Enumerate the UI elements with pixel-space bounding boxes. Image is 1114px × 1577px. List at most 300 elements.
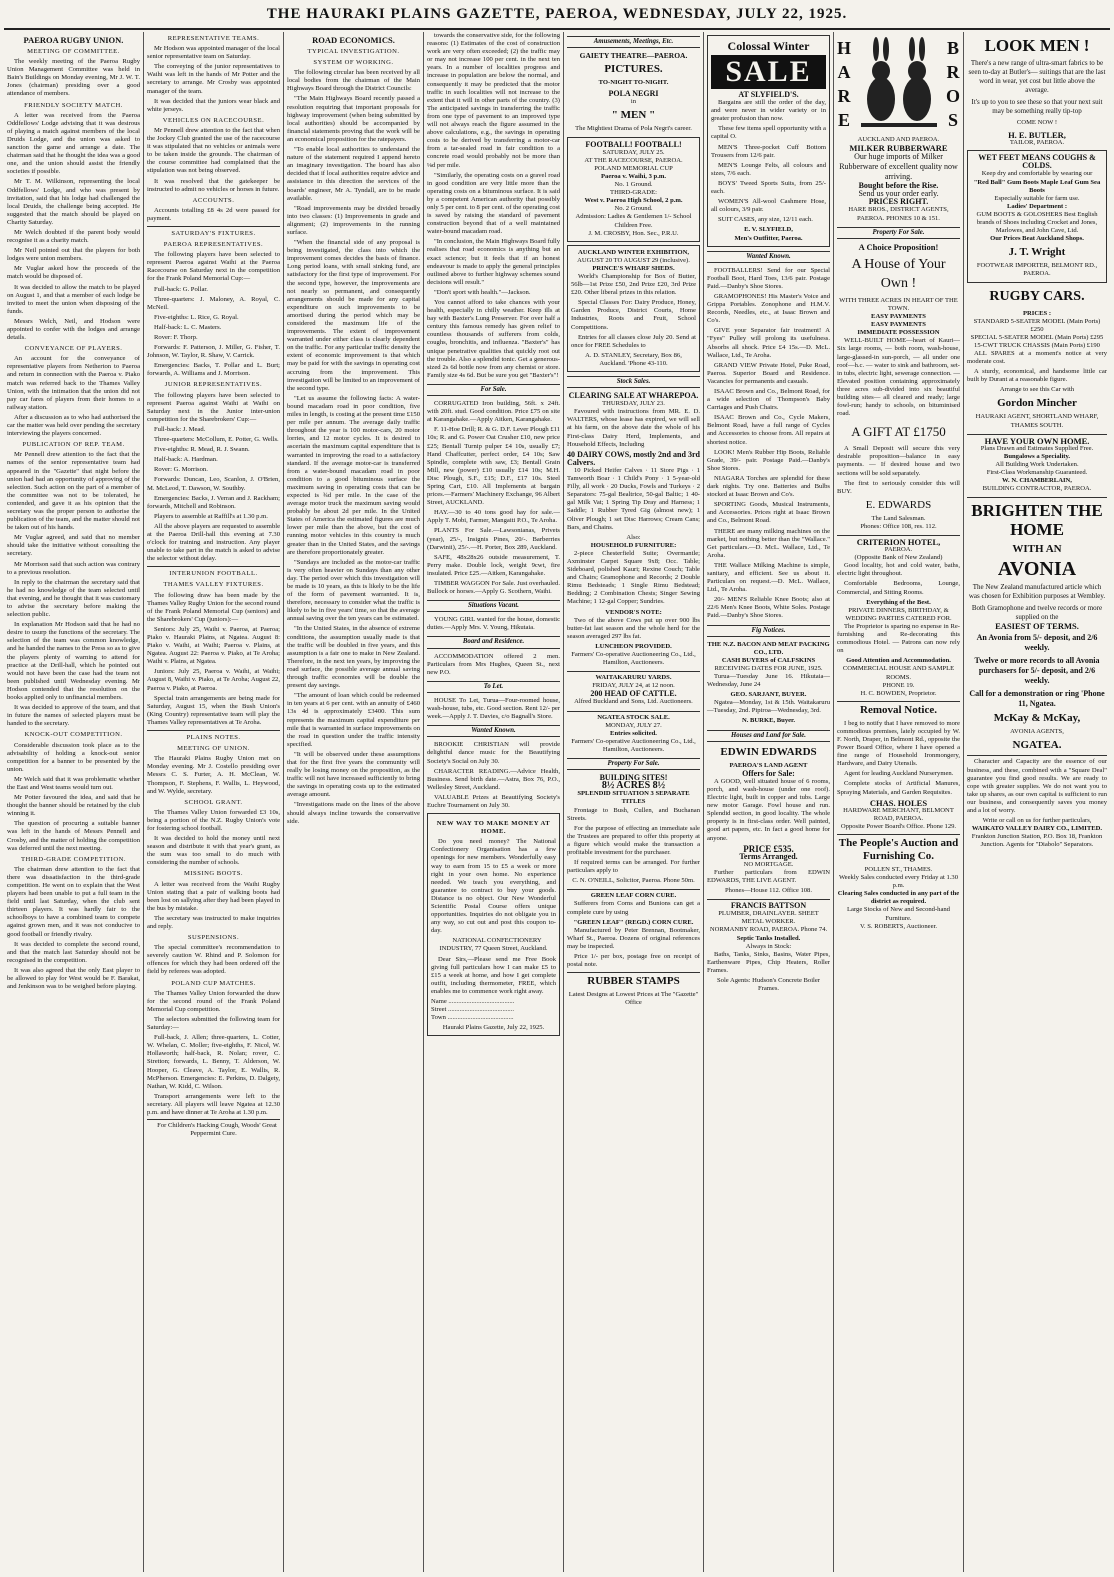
hare-sign: HARE BROS., DISTRICT AGENTS, PAEROA. PHONES 10 & 151. — [848, 206, 949, 222]
paragraph: Good locality, hot and cold water, baths, electric light throughout. — [837, 562, 960, 578]
yards-title: WAITAKARURU YARDS. — [567, 671, 700, 682]
wright-sub: FOOTWEAR IMPORTER, BELMONT RD., PAEROA. — [976, 262, 1098, 278]
coupon-street-label: Street — [431, 1006, 447, 1014]
classified-section-head: Wanted Known. — [427, 725, 560, 737]
edwards-price: PRICE £535. — [743, 843, 794, 854]
avonia-name: AVONIA — [997, 558, 1077, 581]
bacon-co-dates: RECEIVING DATES FOR JUNE, 1925. — [714, 664, 823, 672]
paragraph: The following players have been selected to represent Paeroa against Waihi at Waihi on Saturday next in the Junior inter-union competition for the Sharebrokers' Cup:— — [147, 391, 280, 423]
article-subhead: TYPICAL INVESTIGATION. — [307, 48, 400, 55]
paragraph: You cannot afford to take chances with your health, especially in chilly weather. Keep ills at bay with Baxter's Lung Preserver. For over half a century this famous remedy has given relief to countless thousands of sufferers from colds, coughs, bronchitis, and influenza. "Baxter's" has unique penetrative qualities that quickly root out the trouble. Also a splendid tonic. Get a generous-sized 2s 6d bottle now from any chemist or store. Family size 4s 6d. But be sure you get "Baxter's"! — [427, 299, 560, 379]
auction-text: Weekly Sales conducted every Friday at 1.30 p.m. — [838, 874, 959, 890]
exhibition-place: PRINCE'S WHARF SHEDS. — [592, 264, 675, 272]
sale-top: Colossal Winter — [727, 39, 810, 53]
classified-ad: HAY.—30 to 40 tons good hay for sale.—Apply T. Mobi, Farmer, Mangaiti P.O., Te Aroha. — [427, 509, 560, 525]
classified-ad: GRAND VIEW Private Hotel, Puke Road, Paeroa. Superior Board and Residence. Vacancies for permanents and casuals. — [707, 361, 830, 385]
yards-auctioneer: Alfred Buckland and Sons, Ltd. Auctioneers. — [574, 698, 693, 706]
logo-letter: H — [837, 38, 852, 58]
edwards-offers: Offers for Sale: — [742, 768, 795, 778]
coupon-name-label: Name — [431, 998, 447, 1006]
coupon-footer: Hauraki Plains Gazette, July 22, 1925. — [442, 1024, 545, 1032]
criterion-rooms: COMMERCIAL HOUSE AND SAMPLE ROOMS. — [842, 665, 955, 681]
paragraph: Full-back: G. Pollar. — [154, 285, 208, 293]
paragraph: After a discussion as to who had authorised the car the matter was held over pending the secretary interviewing the players concerned. — [7, 413, 140, 438]
paragraph: Five-eighths: L. Rice, G. Royal. — [154, 313, 239, 321]
wet-feet-ladies: Ladies' Department : — [1006, 202, 1068, 210]
coupon-name-line: Name ........................................ — [431, 998, 515, 1006]
paragraph: MEN'S Lounge Felts, all colours and sizes, 7/6 each. — [711, 161, 826, 177]
house-easy-2: EASY PAYMENTS — [871, 321, 926, 329]
paragraph: "The Main Highways Board recently passed a resolution requiring that important proposals for highway improvement (when being submitted by local authorities) should be accompanied by financial statements proving that the work will be an economical proposition for the ratepayers. — [287, 95, 420, 143]
classified-ad: GIVE your Separator fair treatment! A "Fyes" Pulley will prolong its usefulness. Absorbs all shock. Price £4 15s.—D. McL. Wallace, Ltd., Te Aroha. — [707, 327, 830, 359]
classified-ad: THE Wallace Milking Machine is simple, sanitary, and efficient. See us about it. Particulars on request.—D. McL. Wallace, Ltd., Te Aroha. — [707, 561, 830, 594]
edwards-terms: Terms Arranged. — [739, 851, 798, 861]
paragraph: Complete stocks of Artificial Manures, Spraying Materials, and Garden Requisites. — [837, 780, 960, 796]
paragraph: Messrs Welch, Neil, and Hodson were appointed to confer with the lodges and arrange details. — [7, 317, 140, 342]
ngatea-entries: Entries solicited. — [610, 729, 657, 737]
criterion-good: Good Attention and Accommodation. — [846, 657, 951, 665]
classified-ad: SPORTING Goods, Musical Instruments, and Accessories. Prices right at Isaac Brown and Co., Belmont Road. — [707, 501, 830, 525]
butler-sub: TAILOR, PAEROA. — [1009, 139, 1065, 147]
paragraph: The Hauraki Plains Rugby Union met on Monday evening. Mr J. Costello presiding over Messrs C. S. Furter, A. H. McClean, W. Thompson, F. Stephens, F. Wallis, L. Heywood, and W. Wylde, secretary. — [147, 755, 280, 795]
look-text: There's a new range of ultra-smart fabrics to be seen to-day at Butler's— suitings that are the last word in wear, yet cost but little above the average. — [968, 59, 1106, 94]
classified-ad: PLANTS For Sale.—Lawsonianas, Privets (year), 25/-, Insignis Pines, 20/-. Barberries (Darwinii), 25/-.—H. Porter, Box 289, Auckland. — [427, 527, 560, 551]
rugby-model: STANDARD 5-SEATER MODEL (Main Ports) £250 — [973, 317, 1101, 333]
paragraph: The first to seriously consider this will BUY. — [837, 479, 960, 495]
article-title: PLAINS NOTES. — [147, 730, 280, 742]
holes-opposite: Opposite Power Board's Office. Phone 129. — [840, 822, 957, 830]
look-text: It's up to you to see these so that your next suit may be something really tip-top — [971, 98, 1103, 115]
paragraph: It was also agreed that the only East player to be allowed to play for West would be F. Barakat, and Jenkinson was to be weighed before playing. — [7, 966, 140, 991]
paragraph: These few items spell opportunity with a capital O. — [711, 125, 826, 141]
sites-title: BUILDING SITES! — [599, 773, 668, 783]
hare-letters — [837, 36, 851, 132]
mincher-name: Gordon Mincher — [997, 397, 1077, 410]
battson-agents: Sole Agents: Hudson's Concrete Boiler Frames. — [716, 977, 820, 993]
battson-sub: PLUMBER, DRAINLAYER. SHEET METAL WORKER. — [718, 910, 819, 926]
coupon-street-line: Street ........................................ — [431, 1006, 514, 1014]
paragraph: Emergencies: Backs, J. Verran and J. Rackham; forwards, Mitchell and Robinson. — [147, 494, 280, 510]
paragraph: An account for the conveyance of representative players from Netherton to Paeroa and return in connection with the Paeroa v. Piako match was referred back to the Thames Valley Union, with the intimation that the union did not pay car fares of players from their homes to a railway station. — [7, 355, 140, 411]
classified-section-head: Wanted Known. — [707, 251, 830, 263]
rugby-model: SPECIAL 5-SEATER MODEL (Main Ports) £295 — [970, 333, 1104, 341]
paragraph: Full-back, J. Allen; three-quarters, L. Cotter, W. Whelan, C. Moller; five-eighths, F. Nicol, W. Hollaworth; half-back, R. Nolan; rover, C. Stretton; forwards, L. Benny, T. Alderson, W. Hooper, G. Cleave, A. Taylor, E. Wallis, R. McPherson. Emergencies: E. Perkins, D. Dalgety, Nathan, W. Kidd, C. Wilson. — [147, 1034, 280, 1090]
paragraph: I beg to notify that I have removed to more commodious premises, lately occupied by W. F. North, Draper, in Belmont Rd., opposite the Power Board Office, where I have opened a fine range of Household Ironmongery, Hardware, and Dairy Utensils. — [837, 719, 960, 768]
article-subhead: MEETING OF COMMITTEE. — [27, 48, 120, 55]
section-head: FRIENDLY SOCIETY MATCH. — [24, 101, 123, 109]
paragraph: Three-quarters: J. Maloney, A. Royal, C. McNeil. — [147, 295, 280, 311]
paragraph: A GOOD, well situated house of 6 rooms, porch, and wash-house (under one roof). Electric light, built in copper and tubs. Large new motor Garage. Fowl house and run. Splendid section, in good locality. The whole property is in first-class order. Well painted, good art papers, etc. In fact a good home for anyone. — [707, 777, 830, 842]
battson-septic: Septic Tanks Installed. — [736, 934, 801, 942]
paragraph: If required terms can be arranged. For further particulars apply to — [567, 859, 700, 875]
battson-title: FRANCIS BATTSON — [707, 899, 830, 910]
paragraph: Mr Vuglar asked how the proceeds of the match would be disposed of. — [7, 265, 140, 281]
removal-title: Removal Notice. — [837, 701, 960, 717]
paragraph: Comfortable Bedrooms, Lounge, Commercial, and Sitting Rooms. — [837, 580, 960, 596]
waikato-text: Frankton Junction Station, P.O. Box 18, Frankton Junction. Agents for "Diabolo" Separators. — [971, 833, 1103, 849]
paragraph: Entries for all classes close July 20. Send at once for FREE Schedules to — [571, 333, 696, 349]
paragraph: In reply to the chairman the secretary said that he had no knowledge of the team selected until that evening, and he thought that it was customary to advise the secretary before making the selection public. — [7, 578, 140, 619]
paragraph: The Thames Valley Union forwarded the draw for the second round of the Frank Poland Memorial Cup competition. — [147, 989, 280, 1013]
classified-ad: CHARACTER READING.—Advice Health, Business. Send birth date.—Astra, Box 76, P.O., Wellesley Street, Auckland. — [427, 767, 560, 791]
sale-sign-2: Men's Outfitter, Paeroa. — [734, 234, 803, 242]
avonia-with: WITH AN — [1012, 543, 1062, 556]
section-head: SCHOOL GRANT. — [184, 798, 243, 806]
paragraph: Ngatea—Monday, 1st & 15th. Waitakaruru—Tuesday, 2nd. Pipiroa—Wednesday, 3rd. — [707, 699, 830, 715]
football-head: FOOTBALL! FOOTBALL! — [585, 139, 682, 149]
paragraph: Mr T. M. Wilkinson, representing the local Oddfellows' Lodge, and who was present by invitation, said that his lodge had challenged the local Druids, the challenge being accepted. He suggested that the match should be played on Charity Saturday. — [7, 178, 140, 226]
paragraph: "The amount of loan which could be redeemed in ten years at 6 per cent. with an annuity of £460 13s 4d is approximately £3400. This sum represents the maximum capital expenditure per mile that is warranted in surface improvements on the road in question under the traffic intensity specified. — [287, 692, 420, 748]
classified-ad: YOUNG GIRL wanted for the house, domestic duties.—Apply Mrs. V. Young, Hikutaia. — [427, 616, 560, 632]
paragraph: A letter was received from the Waihi Rugby Union stating that a pair of walking boots had been lost on sallying after they had been played in the bus by mistake. — [147, 880, 280, 912]
paragraph: "To enable local authorities to understand the nature of the statement required I append hereto an imaginary investigation. The board has also decided that if local authorities require advice and assistance in this direction the services of the boards' engineer, Mr A. Tyndall, are to be made available. — [287, 146, 420, 202]
classified-ad: LOOK! Men's Rubber Hip Boots, Reliable Grade, 39/- pair. Postage Paid.—Danby's Shoe Stores. — [707, 448, 830, 472]
masthead: THE HAURAKI PLAINS GAZETTE, PAEROA, WEDNESDAY, JULY 22, 1925. — [266, 6, 848, 22]
section-head: ACCOUNTS. — [192, 196, 235, 204]
tonight: TO-NIGHT TO-NIGHT. — [598, 79, 669, 87]
paragraph: Five-eighths: R. Mead, R. J. Swann. — [154, 446, 250, 454]
paragraph: Do you need money? The National Confectionery Organisation has a few openings for new members. Wonderfully easy way to earn from 15 to £5 a week or more right in your own home. No experience needed. We teach you everything, and guarantee to contract to buy your goods. Distance is no object. Our New Wonderful Scientific Postal Course offers unique opportunities. Inquiries do not obligate you in any way, so cut out and post this coupon to-day. — [431, 838, 556, 935]
classified-ad: F. 11-Hoe Drill; R. & G. D.F. Lever Plough £11 10s; R. and G. Power Oat Crusher £10, new price £25; Bentall Turnip pulper £4 10s, usually £7; Hand Chaffcutter, perfect order, £4 10s; Saw Spindle, complete with saw, £3; Bentall Grain Mill, new (power) £10 usually £14 10s; M.H. Disc Plough, S.F., £15; D.F., £17 10s. Steel Spring Cart, £10. All Implements at bargain prices.—Farmers' Machinery Exchange, 96 Albert Street, AUCKLAND. — [427, 426, 560, 507]
classified-ad: VALUABLE Prizes at Beautifying Society's Euchre Tournament on July 30. — [427, 793, 560, 809]
column-7 — [834, 32, 964, 1572]
article-subhead: THAMES VALLEY FIXTURES. — [163, 581, 264, 589]
football-match: West v. Paeroa High School, 2 p.m. — [584, 197, 683, 205]
paragraph: "In conclusion, the Main Highways Board fully realises that road economics is anything but an exact science; but it feels that if an honest endeavour is made to apply the general principles outlined above to further highway schemes sound decisions will result." — [427, 238, 560, 286]
clearing-date: THURSDAY, JULY 23. — [602, 400, 665, 408]
logo-letter: A — [837, 62, 851, 82]
auction-address: POLLEN ST., THAMES. — [864, 866, 933, 873]
paragraph: WELL-BUILT HOME—heart of Kauri—Six large rooms, — both room, wash-house, large-glassed-in sun-porch, — all under one roof—h.c. — water to sink and bathroom, set-in tubs, electric light, sewerage connection. — Elevated position containing approximately three acres sub-divided into six beautiful building sites— all cleared and ready; large fowl-run; handy to schools, on bituminised road. — [837, 337, 960, 418]
logo-letter: B — [946, 38, 959, 58]
holes-name: CHAS. HOLES — [869, 797, 928, 808]
section-head: JUNIOR REPRESENTATIVES. — [164, 381, 263, 389]
own-home-text: Plans Drawn and Estimates Supplied Free. — [980, 444, 1094, 452]
column-4 — [424, 32, 564, 1572]
paragraph: Frontage to Bush, Cullen, and Buchanan Streets. — [567, 806, 700, 822]
classified-section-head: Property For Sale. — [837, 227, 960, 239]
article-title: ROAD ECONOMICS. — [312, 35, 395, 45]
hares-icon — [859, 37, 939, 131]
paragraph: Transport arrangements were left to the secretary. All players will leave Ngatea at 12.30 p.m. and have dinner at Te Aroha at 1.30 p.m. — [147, 1092, 280, 1116]
paragraph: In explanation Mr Hodson said that he had no desire to usurp the functions of the secretary. The selection of the team was common knowledge, and he handed the names to the Press so as to give the players plenty of warning to attend for practice at the Drill-hall, which he pointed out would not have been the case had the team not been published until Wednesday evening. Mr Hodson contended that the resolution on the books applied only to unfinancial members. — [7, 621, 140, 702]
article-subhead: SYSTEM OF WORKING. — [313, 59, 394, 67]
clearing-vendor: VENDOR'S NOTE: — [605, 608, 662, 616]
ngatea-date: MONDAY, JULY 27. — [605, 721, 662, 729]
rugby-cars-head: RUGBY CARS. — [989, 288, 1085, 304]
chamberlain-sub: BUILDING CONTRACTOR, PAEROA. — [982, 485, 1092, 493]
holes-sub: HARDWARE MERCHANT, BELMONT ROAD, PAEROA. — [843, 806, 954, 822]
classified-section-head: Stock Sales. — [567, 376, 700, 388]
edwards-phones: Phones—House 112. Office 108. — [725, 887, 812, 895]
battson-address: NORMANBY ROAD, PAEROA. Phone 74. — [709, 926, 828, 934]
classified-ad: THERE are many milking machines on the market, but nothing better than the "Wallace." Get particulars.—D. McL. Wallace, Ltd., Te Aroha. — [707, 527, 830, 559]
edwards-mortgage: NO MORTGAGE. — [743, 860, 794, 868]
hare-milker: MILKER RUBBERWARE — [849, 143, 948, 154]
football-venue: AT THE RACECOURSE, PAEROA. — [584, 156, 683, 164]
football-admission: Admission: Ladies & Gentlemen 1/- School Children Free. — [575, 213, 692, 229]
paragraph: Favoured with instructions from MR. E. D. WALTERS, whose lease has expired, we will sell at his farm, on the above date the whole of his First-class Dairy Herd, Implements, and Household Effects, Including — [567, 408, 700, 448]
paragraph: "Road improvements may be divided broadly into two classes: (1) Improvements in grade and alignment; (2) improvements in the running surface. — [287, 204, 420, 236]
hare-text: Bought before the Rise. — [858, 181, 939, 191]
paragraph: A sturdy, economical, and handsome little car built by Durant at a reasonable figure. — [967, 368, 1107, 384]
classified-section-head: To Let. — [427, 681, 560, 693]
paragraph: It was resolved that the gatekeeper be instructed to admit no vehicles or horses in future. — [147, 177, 280, 193]
article-subhead: MEETING OF UNION. — [177, 745, 250, 753]
column-3 — [284, 32, 424, 1572]
classified-ad: HOUSE To Let, Turua—Four-roomed house, wash-house, tubs, etc. Good section. Rent 12/- per week.—Apply J. T. Davies, c/o Bagnall's Store. — [427, 696, 560, 721]
slyfield-sale-ad — [707, 35, 830, 247]
classified-ad: CORRUGATED Iron building, 56ft. x 24ft. with 20ft. stud. Good condition. Price £75 on site at Karangahake.—Apply Aitken, Karangahake. — [427, 400, 560, 424]
football-ground: No. 1 Ground. — [614, 181, 653, 189]
battson-always: Always in Stock: — [745, 942, 792, 950]
paragraph: Rover: G. Morrison. — [154, 466, 208, 474]
paragraph: "Similarly, the operating costs on a gravel road in good condition are very little more than the operating costs on a bituminous surface. It is said by a competent American authority that possibly only 5 per cent. to 8 per cent. of the operating cost is saved by raising the standard of pavement construction beyond that of a well maintained water-bound macadam road. — [427, 171, 560, 236]
paragraph: Mr Potter favoured the idea, and said that he thought the banner should be retained by the club winning it. — [7, 794, 140, 818]
house-immediate: IMMEDIATE POSSESSION — [857, 329, 940, 337]
paragraph: A letter was received from the Paeroa Oddfellows' Lodge advising that it was desirous of playing a match against members of the local Druids Lodge, and the union was asked to sanction the game and arrange a date. The chairman said that he thought the idea was a good one, and the union should assist the friendly societies if possible. — [7, 111, 140, 176]
classified-ad: ISAAC Brown and Co., Cycle Makers, Belmont Road, have a full range of Cycles and Accessories to choose from. All repairs at shortest notice. — [707, 414, 830, 446]
theatre-name: GAIETY THEATRE—PAEROA. — [579, 51, 688, 61]
coupon-title: NEW WAY TO MAKE MONEY AT HOME. — [436, 820, 551, 836]
classified-ad: BROOKIE CHRISTIAN will provide delightful dance music for the Beautifying Society's Social on July 30. — [427, 741, 560, 765]
paragraph: "In the United States, in the absence of extreme conditions, the assumption usually made is that the traffic will be doubled in five years, and this assumption is a fair one to make in New Zealand. Therefore, in the next ten years, by improving the road surface, the possible average annual saving through traffic economies will be double the present day savings. — [287, 625, 420, 690]
exhibition-date: AUGUST 20 TO AUGUST 29 (inclusive). — [577, 256, 690, 264]
paragraph: The special committee's recommendation to severely caution W. Rhind and P. Solomon for offences for which they had been ordered off the field by referees was adopted. — [147, 944, 280, 976]
own-home-head: HAVE YOUR OWN HOME. — [967, 434, 1107, 445]
football-match: Paeroa v. Waihi, 3 p.m. — [601, 172, 666, 180]
logo-letter: S — [947, 110, 958, 130]
criterion-phone: PHONE 19. — [882, 681, 915, 689]
wet-feet-boots: "Red Ball" Gum Boots Maple Leaf Gum Sea Boots — [973, 178, 1101, 194]
paragraph: The secretary was instructed to make inquiries and reply. — [147, 914, 280, 930]
edwards-title: EDWIN EDWARDS — [720, 745, 817, 758]
paragraph: Mr Pennell drew attention to the fact that the names of the senior representative team had appeared in the "Gazette" that night before the union had had an opportunity of approving of the selection. Such action on the part of a member of the committee was not to be tolerated, he contended, and gave it as his opinion that the secretary was the proper person to authorise the publication of the team, and the matter should not be taken out of his hands. — [7, 451, 140, 532]
paragraph: Price 1/- per box, postage free on receipt of postal note. — [567, 953, 700, 969]
avonia-offer: An Avonia from 5/- deposit, and 2/6 weekly. — [976, 633, 1098, 653]
waikato-text: Write or call on us for further particulars, — [982, 817, 1092, 825]
football-cup: POLAND MEMORIAL CUP — [594, 164, 673, 172]
house-acres: WITH THREE ACRES IN HEART OF THE TOWN. — [839, 296, 958, 312]
paragraph: 10 Picked Heifer Calves · 11 Store Pigs · 1 Tamworth Boar · 1 Child's Pony · 1 5-year-old Filly, all work · 20 Ducks, Fowls and Turkeys · 2 Separators: 75-gal Bealtrice, 50-gal Baltic; 1 40-gal Milk Vat; 1 Spring Tip Dray and Harness; 1 Saddle; 1 Rubber Tyred Gig (almost new); 1 Oliver Plough; 1 set Disc Harrows; Cream Cans; Bars, and Chains. — [567, 466, 700, 531]
column-6 — [704, 32, 834, 1572]
paragraph: Baths, Tanks, Sinks, Basins, Water Pipes, Earthenware Pipes, Chip Heaters, Roller Frames. — [707, 950, 830, 974]
paragraph: It was decided to hold the money until next season and distribute it with that year's grant, as the sum was too small to do much with considering the number of schools. — [147, 835, 280, 867]
bacon-co-sign-2: N. BURKE, Buyer. — [741, 717, 796, 725]
clearing-title: CLEARING SALE AT WHAREPOA. — [568, 391, 699, 401]
edwards-name: E. EDWARDS — [865, 498, 932, 511]
yards-cattle: 200 HEAD OF CATTLE. — [590, 689, 677, 699]
section-head: REPRESENTATIVE TEAMS. — [167, 35, 260, 42]
paragraph: SUIT CASES, any size, 12/11 each. — [718, 216, 813, 224]
paragraph: Mr Morrison said that such action was contrary to a previous resolution. — [7, 560, 140, 576]
coupon-town-label: Town — [431, 1014, 446, 1022]
section-head: KNOCK-OUT COMPETITION. — [24, 731, 123, 739]
hare-text: Our huge imports of Milker Rubberware of excellent quality now arriving. — [839, 152, 958, 182]
paragraph: For the purpose of effecting an immediate sale the Trustees are prepared to offer this property at a figure which would make the transaction a profitable investment for the purchaser. — [567, 824, 700, 856]
paragraph: Emergencies: Backs, T. Pollar and L. Burt; forwards, A. Williams and J. Morrison. — [147, 362, 280, 378]
paragraph: The chairman drew attention to the fact that there was dissatisfaction in the third-grade competition. He went on to explain that the West players had been unable to put a full team in the field until last Saturday, when the club sent thirteen players. It was hardly fair to the schoolboys to have a combined team to compete against grown men, and it was not conducive to good football or friendly rivalry. — [7, 865, 140, 938]
football-ad — [567, 137, 700, 242]
classified-ad: ISAAC Brown and Co., Belmont Road, for a wide selection of Thompson's Baby Carriages and Push Chairs. — [707, 388, 830, 412]
rugby-model: 15-CWT TRUCK CHASSIS (Main Ports) £190 — [974, 341, 1100, 349]
clearing-lunch: LUNCHEON PROVIDED. — [595, 642, 672, 650]
article-title: PAEROA RUGBY UNION. — [23, 35, 124, 45]
masthead-rule — [4, 28, 1110, 30]
paragraph: Manufactured by Peter Brennan, Bootmaker, Wharf St., Paeroa. Dozens of original references may be inspected. — [567, 926, 700, 950]
paragraph: Character and Capacity are the essence of our business, and these, combined with a "Square Deal" guarantee you find good results. We are ready to cope with greater supplies. We do not want you to take up shares, as our own capital is sufficient to run our business, and consequently saves you money and a lot of worry. — [967, 755, 1107, 815]
criterion-town: PAEROA. — [884, 546, 913, 554]
paragraph: It was decided to allow the match to be played on August 1, and that a member of each lodge be invited to meet the union when disposing of the funds. — [7, 283, 140, 315]
section-head: VEHICLES ON RACECOURSE. — [162, 116, 265, 124]
section-head: THIRD-GRADE COMPETITION. — [20, 855, 127, 863]
paragraph: Special train arrangements are being made for Saturday, August 15, when the Bush Union's (King Country) representative team will play the Thames Valley representatives at Te Aroha. — [147, 694, 280, 726]
bacon-co-buyers: CASH BUYERS of CALFSKINS — [721, 656, 816, 664]
criterion-title: CRITERION HOTEL, — [837, 535, 960, 546]
section-head: SUSPENSIONS. — [187, 934, 240, 942]
own-home-text: First-Class Workmanship Guaranteed. — [986, 469, 1088, 476]
paragraph: Further particulars from EDWIN EDWARDS, THE LIVE AGENT. — [707, 868, 830, 884]
pictures-head: PICTURES. — [604, 63, 663, 76]
own-home-text: All Building Work Undertaken. — [995, 460, 1079, 468]
ngatea-title: NGATEA STOCK SALE. — [567, 711, 700, 722]
corn-cure-title: GREEN LEAF CORN CURE. — [567, 889, 700, 900]
classified-section-head: Fig Notices. — [707, 625, 830, 637]
paragraph: towards the conservative side, for the following reasons: (1) Estimates of the cost of construction work are very often exceeded; (2) the traffic may or may not increase 100 per cent. in the next ten years. In a number of localities progress and increase in population are below the normal, and consequently it may be predicted that the motor traffic in such localities will not increase to the extent that it will in other parts of the country. (3) The anticipated savings in transferring the traffic from one type of pavement to an improved type will not always reach the figure assumed in the above calculations, e.g., the savings in operating costs to be derived by transferring a motor-car from a tar-sealed road in fair condition to a concrete road would probably not be more than ⅛d per mile. — [427, 32, 560, 169]
clearing-household: HOUSEHOLD FURNITURE: — [590, 541, 677, 549]
bros-letters — [946, 36, 960, 132]
column-5 — [564, 32, 704, 1572]
paragraph: The following players have been selected to represent Paeroa against Waihi at the Paeroa Racecourse on Saturday next in the competition for the Frank Poland Memorial Cup:— — [147, 251, 280, 283]
classified-ad: FOOTBALLERS! Send for our Special Football Boot, Hard Toes, 13/6 pair. Postage Paid.—Danby's Shoe Stores. — [707, 266, 830, 290]
paragraph: "Don't sport with health."—Jackson. — [434, 288, 531, 296]
paragraph: Juniors: July 25, Paeroa v. Waihi, at Waihi; August 8, Waihi v. Piako, at Te Aroha; August 22, Paeroa v. Piako, at Paeroa. — [147, 668, 280, 692]
yards-date: FRIDAY, JULY 24, at 12 noon. — [592, 682, 675, 690]
paragraph: Full-back: J. Mead. — [154, 425, 206, 433]
wet-feet-text: Keep dry and comfortable by wearing our — [981, 170, 1093, 178]
auction-sign: V. S. ROBERTS, Auctioneer. — [860, 922, 937, 930]
clearing-auctioneer: Farmers' Co-operative Auctioneering Co., Ltd., Hamilton, Auctioneers. — [571, 651, 696, 667]
paragraph: Rover: F. Thorp. — [154, 334, 198, 341]
edwards-sub: PAEROA'S LAND AGENT — [729, 761, 808, 769]
paragraph: "It will be observed under these assumptions that for the first five years the community will really be losing money on the proposition, as the traffic will not have increased sufficiently to bring the savings in operating costs up to the estimated average amount. — [287, 750, 420, 799]
house-head: A House of Your Own ! — [851, 256, 946, 291]
paragraph: Turua—Tuesday June 16. Hikutaia—Wednesday, June 24 — [707, 673, 830, 689]
paragraph: "Investigations made on the lines of the above should always incline towards the conservative side. — [287, 801, 420, 825]
classified-section-head: Board and Residence. — [427, 636, 560, 648]
classified-section-head: For Sale. — [427, 384, 560, 396]
football-sign: J. M. CROSBY, Hon. Sec., P.R.U. — [588, 229, 679, 237]
paragraph: Mr Vuglar agreed, and said that no member should take the initiative without consulting the secretary. — [7, 534, 140, 558]
paragraph: Players to assemble at Raffill's at 1.30 p.m. — [154, 512, 268, 520]
avonia-text: The New Zealand manufactured article which was chosen for Exhibition purposes at Wembley. — [968, 583, 1106, 601]
edwards-phones: Phones: Office 108, res. 112. — [860, 522, 937, 530]
avonia-easiest: EASIEST OF TERMS. — [995, 621, 1079, 632]
column-2 — [144, 32, 284, 1572]
football-grade: THIRD-GRADE: — [610, 189, 657, 197]
paragraph: Considerable discussion took place as to the advisability of holding a knock-out senior competition for a banner to be presented by the union. — [7, 741, 140, 773]
avonia-call: Call for a demonstration or ring 'Phone 11, Ngatea. — [969, 689, 1105, 709]
criterion-opposite: (Opposite Bank of New Zealand) — [854, 554, 943, 562]
edwards-sub: The Land Salesman. — [871, 514, 926, 522]
avonia-head: BRIGHTEN THE HOME — [967, 497, 1107, 539]
classified-ad: NIAGARA Torches are splendid for these dark nights. Try one. Batteries and Bulbs stocked at Isaac Brown and Co's. — [707, 474, 830, 499]
paragraph: "Sundays are included as the motor-car traffic is very often heavier on Sundays than any other day. The period over which this investigation will be made is 10 years, as this is likely to be the life of the form of pavement warranted. It is, therefore, necessary to consider what the traffic is likely to be in five years' time, so that the average annual saving over the ten years can be estimated. — [287, 558, 420, 623]
film-star: POLA NEGRI — [608, 89, 659, 99]
hare-bros-logo — [837, 36, 960, 132]
rubber-stamps-text: Latest Designs at Lowest Prices at The "Gazette" Office — [568, 991, 699, 1007]
exhibition-title: AUCKLAND WINTER EXHIBITION, — [577, 248, 690, 256]
classified-section-head: Amusements, Meetings, Etc. — [567, 36, 700, 48]
logo-letter: O — [945, 86, 960, 106]
section-head: POLAND CUP MATCHES. — [171, 979, 256, 987]
hare-text: Send us your order early. — [858, 189, 939, 199]
paragraph: MEN'S Three-pocket Cuff Bottom Trousers from 12/6 pair. — [711, 143, 826, 159]
rubber-stamps-title: RUBBER STAMPS — [567, 972, 700, 988]
paragraph: ALL SPARES at a moment's notice at very moderate cost. — [967, 349, 1107, 366]
paragraph: The conveying of the junior representatives to Waihi was left in the hands of Mr Potter and the secretary to arrange. Mr Crosby was appointed manager of the team. — [147, 63, 280, 95]
paragraph: The following circular has been received by all local bodies from the chairman of the Main Highways Board through the District Councils: — [287, 69, 420, 93]
classified-section-head: Houses and Land for Sale. — [707, 730, 830, 742]
sites-acres: 8½ ACRES 8½ — [601, 780, 666, 792]
wet-feet-text: GUM BOOTS & GOLOSHERS Best English brands of Shoes including Crocket and Jones, Marlowes, and John Cave, Ltd. — [976, 210, 1098, 235]
paragraph: The Proprietor is sparing no expense in Re-furnishing and Re-decorating this commodious Hotel. — Patrons can now rely on — [837, 622, 960, 655]
paragraph: BOYS' Tweed Sports Suits, from 25/- each. — [711, 179, 826, 196]
article-title: INTERUNION FOOTBALL. — [147, 566, 280, 578]
column-8 — [964, 32, 1110, 1572]
waikato-name: WAIKATO VALLEY DAIRY CO., LIMITED. — [971, 825, 1103, 833]
auction-text: Clearing Sales conducted in any part of the district as required. — [837, 890, 960, 906]
exhibition-ad — [567, 245, 700, 372]
paragraph: The Thames Valley Union forwarded £3 10s, being a portion of the N.Z. Rugby Union's vote for fostering school football. — [147, 808, 280, 832]
choice-head: A Choice Proposition! — [858, 241, 939, 252]
sale-sign: E. V. SLYFIELD, — [744, 226, 793, 234]
paragraph: Three-quarters: McCollum, E. Potter, G. Wells. — [154, 436, 279, 444]
mckay-town: NGATEA. — [1012, 739, 1062, 752]
rugby-prices: PRICES : — [1022, 309, 1052, 317]
paragraph: Agent for leading Auckland Nurserymen. — [844, 770, 954, 778]
exhibition-sign: A. D. STANLEY, Secretary, Box 86, Auckland. 'Phone 43-110. — [585, 351, 682, 367]
clearing-also: Also: — [626, 533, 641, 541]
criterion-best: Everything of the Best. — [866, 598, 931, 606]
paragraph: Special Classes For: Dairy Produce, Honey, Garden Produce, District Courts, Home Industries, Roots and Fruit, School Competitions. — [571, 299, 696, 331]
sites-situation: SPLENDID SITUATION 3 SEPARATE TITLES — [577, 790, 690, 806]
wet-feet-title: WET FEET MEANS COUGHS & COLDS. — [978, 153, 1096, 171]
corn-cure-name: "GREEN LEAF" (REGD.) CORN CURE. — [573, 918, 694, 926]
bacon-co-title: THE N.Z. BACON AND MEAT PACKING CO., LTD. — [707, 640, 830, 656]
classified-ad: GRAMOPHONES! His Master's Voice and Grippa Portables. Zonophone and H.M.V. Records, Needles, etc., at Isaac Brown and Co's. — [707, 292, 830, 325]
chamberlain-name: W. N. CHAMBERLAIN, — [1002, 477, 1072, 485]
article-title: SATURDAY'S FIXTURES. — [147, 226, 280, 238]
wright-name: J. T. Wright — [1008, 246, 1066, 259]
sites-sign: C. N. O'NEILL, Solicitor, Paeroa. Phone 50m. — [572, 877, 695, 885]
film-in: in — [630, 98, 637, 106]
paragraph: Mr Welch doubted if the parent body would recognise it as a charity match. — [7, 228, 140, 245]
paragraph: A Small Deposit will secure this very desirable proposition—balance in easy payments. — If desired house and two sections will be sold separately. — [837, 445, 960, 477]
criterion-dinners: PRIVATE DINNERS, BIRTHDAY, & WEDDING PARTIES CATERED FOR. — [845, 606, 952, 622]
avonia-text: Both Gramophone and twelve records or more supplied on the — [971, 604, 1103, 622]
auction-text: Large Stocks of New and Second-hand Furniture. — [847, 906, 950, 922]
sale-banner: SALE — [711, 55, 826, 89]
mincher-sub: HAURAKI AGENT, SHORTLAND WHARF, THAMES SOUTH. — [975, 413, 1099, 429]
paragraph: World's Championship for Box of Butter, 56lb—1st Prize £50, 2nd Prize £20, 3rd Prize £20. Other liberal prizes in this relation. — [571, 272, 696, 297]
paragraph: Forwards: Duncan, Leo, Scanlon, J. O'Brien, M. McLeod, T. Dawson, W. Southby. — [147, 476, 280, 492]
bacon-co-sign: GEO. SARJANT, BUYER. — [730, 691, 807, 699]
paragraph: It was decided that the juniors wear black and white jerseys. — [147, 97, 280, 113]
footer-ad: For Children's Hacking Cough, Woods' Great Peppermint Cure. — [147, 1119, 280, 1138]
paragraph: Two of the above Cows put up over 900 lbs butter-fat last season and the whole herd for the season averaged 297 lbs fat. — [567, 616, 700, 640]
coupon-town-line: Town ........................................ — [431, 1014, 514, 1022]
